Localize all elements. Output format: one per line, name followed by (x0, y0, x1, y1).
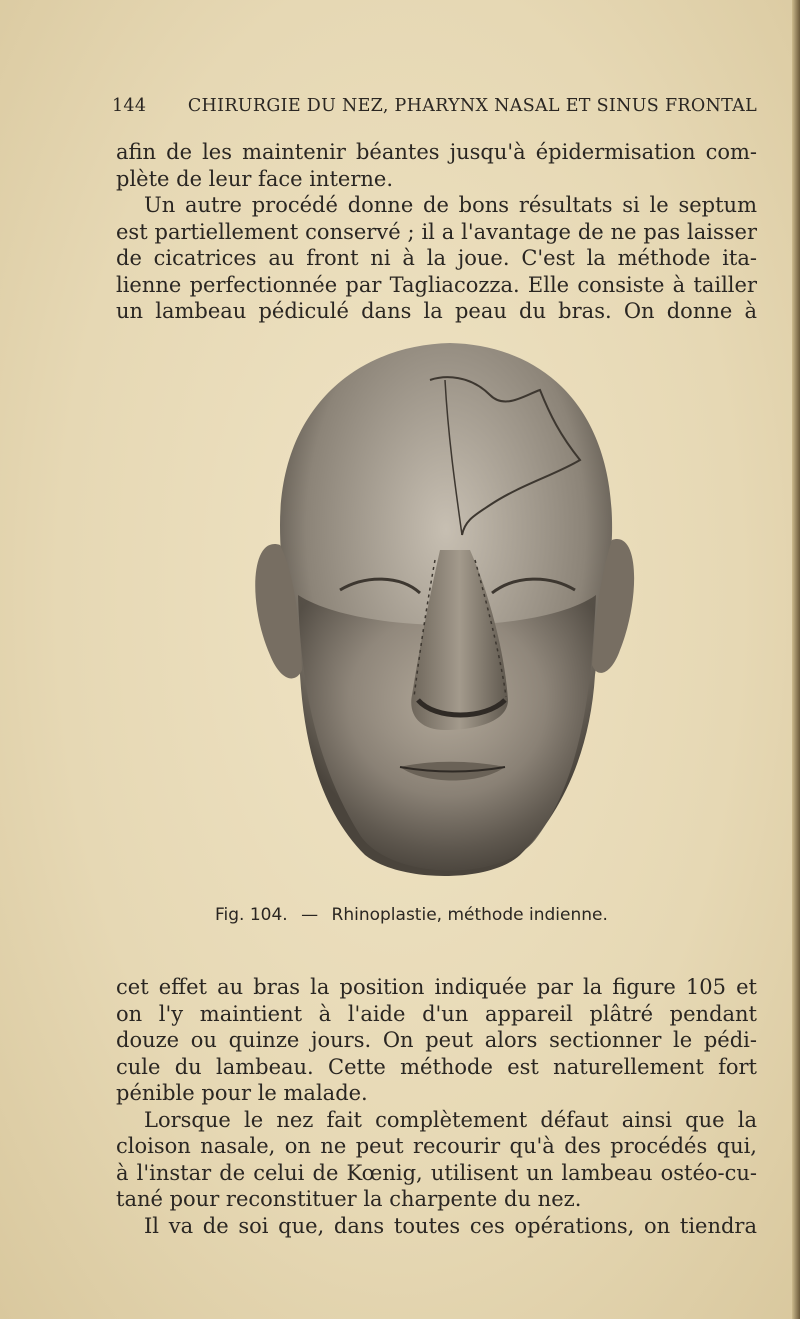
text-line: plète de leur face interne. (116, 166, 393, 191)
caption-text: Rhinoplastie, méthode indienne. (331, 905, 608, 925)
text-block-top (116, 139, 757, 325)
text-line: un lambeau pédiculé dans la peau du bras. On donne à (116, 299, 757, 323)
text-line: est partiellement conservé ; il a l'avantage de ne pas laisser (116, 219, 757, 244)
running-head (112, 96, 757, 116)
figure-label: Fig. 104. (215, 905, 288, 925)
text-line: on l'y maintient à l'aide d'un appareil plâtré pendant (116, 1001, 757, 1026)
text-line: cet effet au bras la position indiquée par la figure 105 et (116, 975, 757, 999)
page-number: 144 (112, 96, 147, 116)
text-line: douze ou quinze jours. On peut alors sectionner le pédi- (116, 1028, 757, 1052)
text-line: de cicatrices au front ni à la joue. C'est la méthode ita- (116, 246, 757, 270)
page-spine-edge (792, 0, 800, 1319)
text-line: à l'instar de celui de Kœnig, utilisent un lambeau ostéo-cu- (116, 1160, 757, 1185)
text-line: tané pour reconstituer la charpente du nez. (116, 1187, 582, 1211)
figure-head-illustration (240, 335, 650, 900)
text-line: afin de les maintenir béantes jusqu'à épidermisation com- (116, 140, 757, 164)
text-line: cloison nasale, on ne peut recourir qu'à des procédés qui, (116, 1134, 757, 1158)
text-line: Il va de soi que, dans toutes ces opérations, on tiendra (144, 1213, 757, 1238)
text-line: Lorsque le nez fait complètement défaut ainsi que la (144, 1107, 757, 1132)
text-line: pénible pour le malade. (116, 1081, 368, 1105)
figure-caption (215, 905, 665, 925)
text-line: Un autre procédé donne de bons résultats si le septum (144, 193, 757, 217)
text-block-bottom (116, 974, 757, 1239)
text-line: cule du lambeau. Cette méthode est naturellement fort (116, 1054, 757, 1079)
text-line: lienne perfectionnée par Tagliacozza. Elle consiste à tailler (116, 272, 757, 297)
caption-dash: — (301, 905, 319, 925)
running-title: CHIRURGIE DU NEZ, PHARYNX NASAL ET SINUS FRONTAL (187, 96, 757, 116)
